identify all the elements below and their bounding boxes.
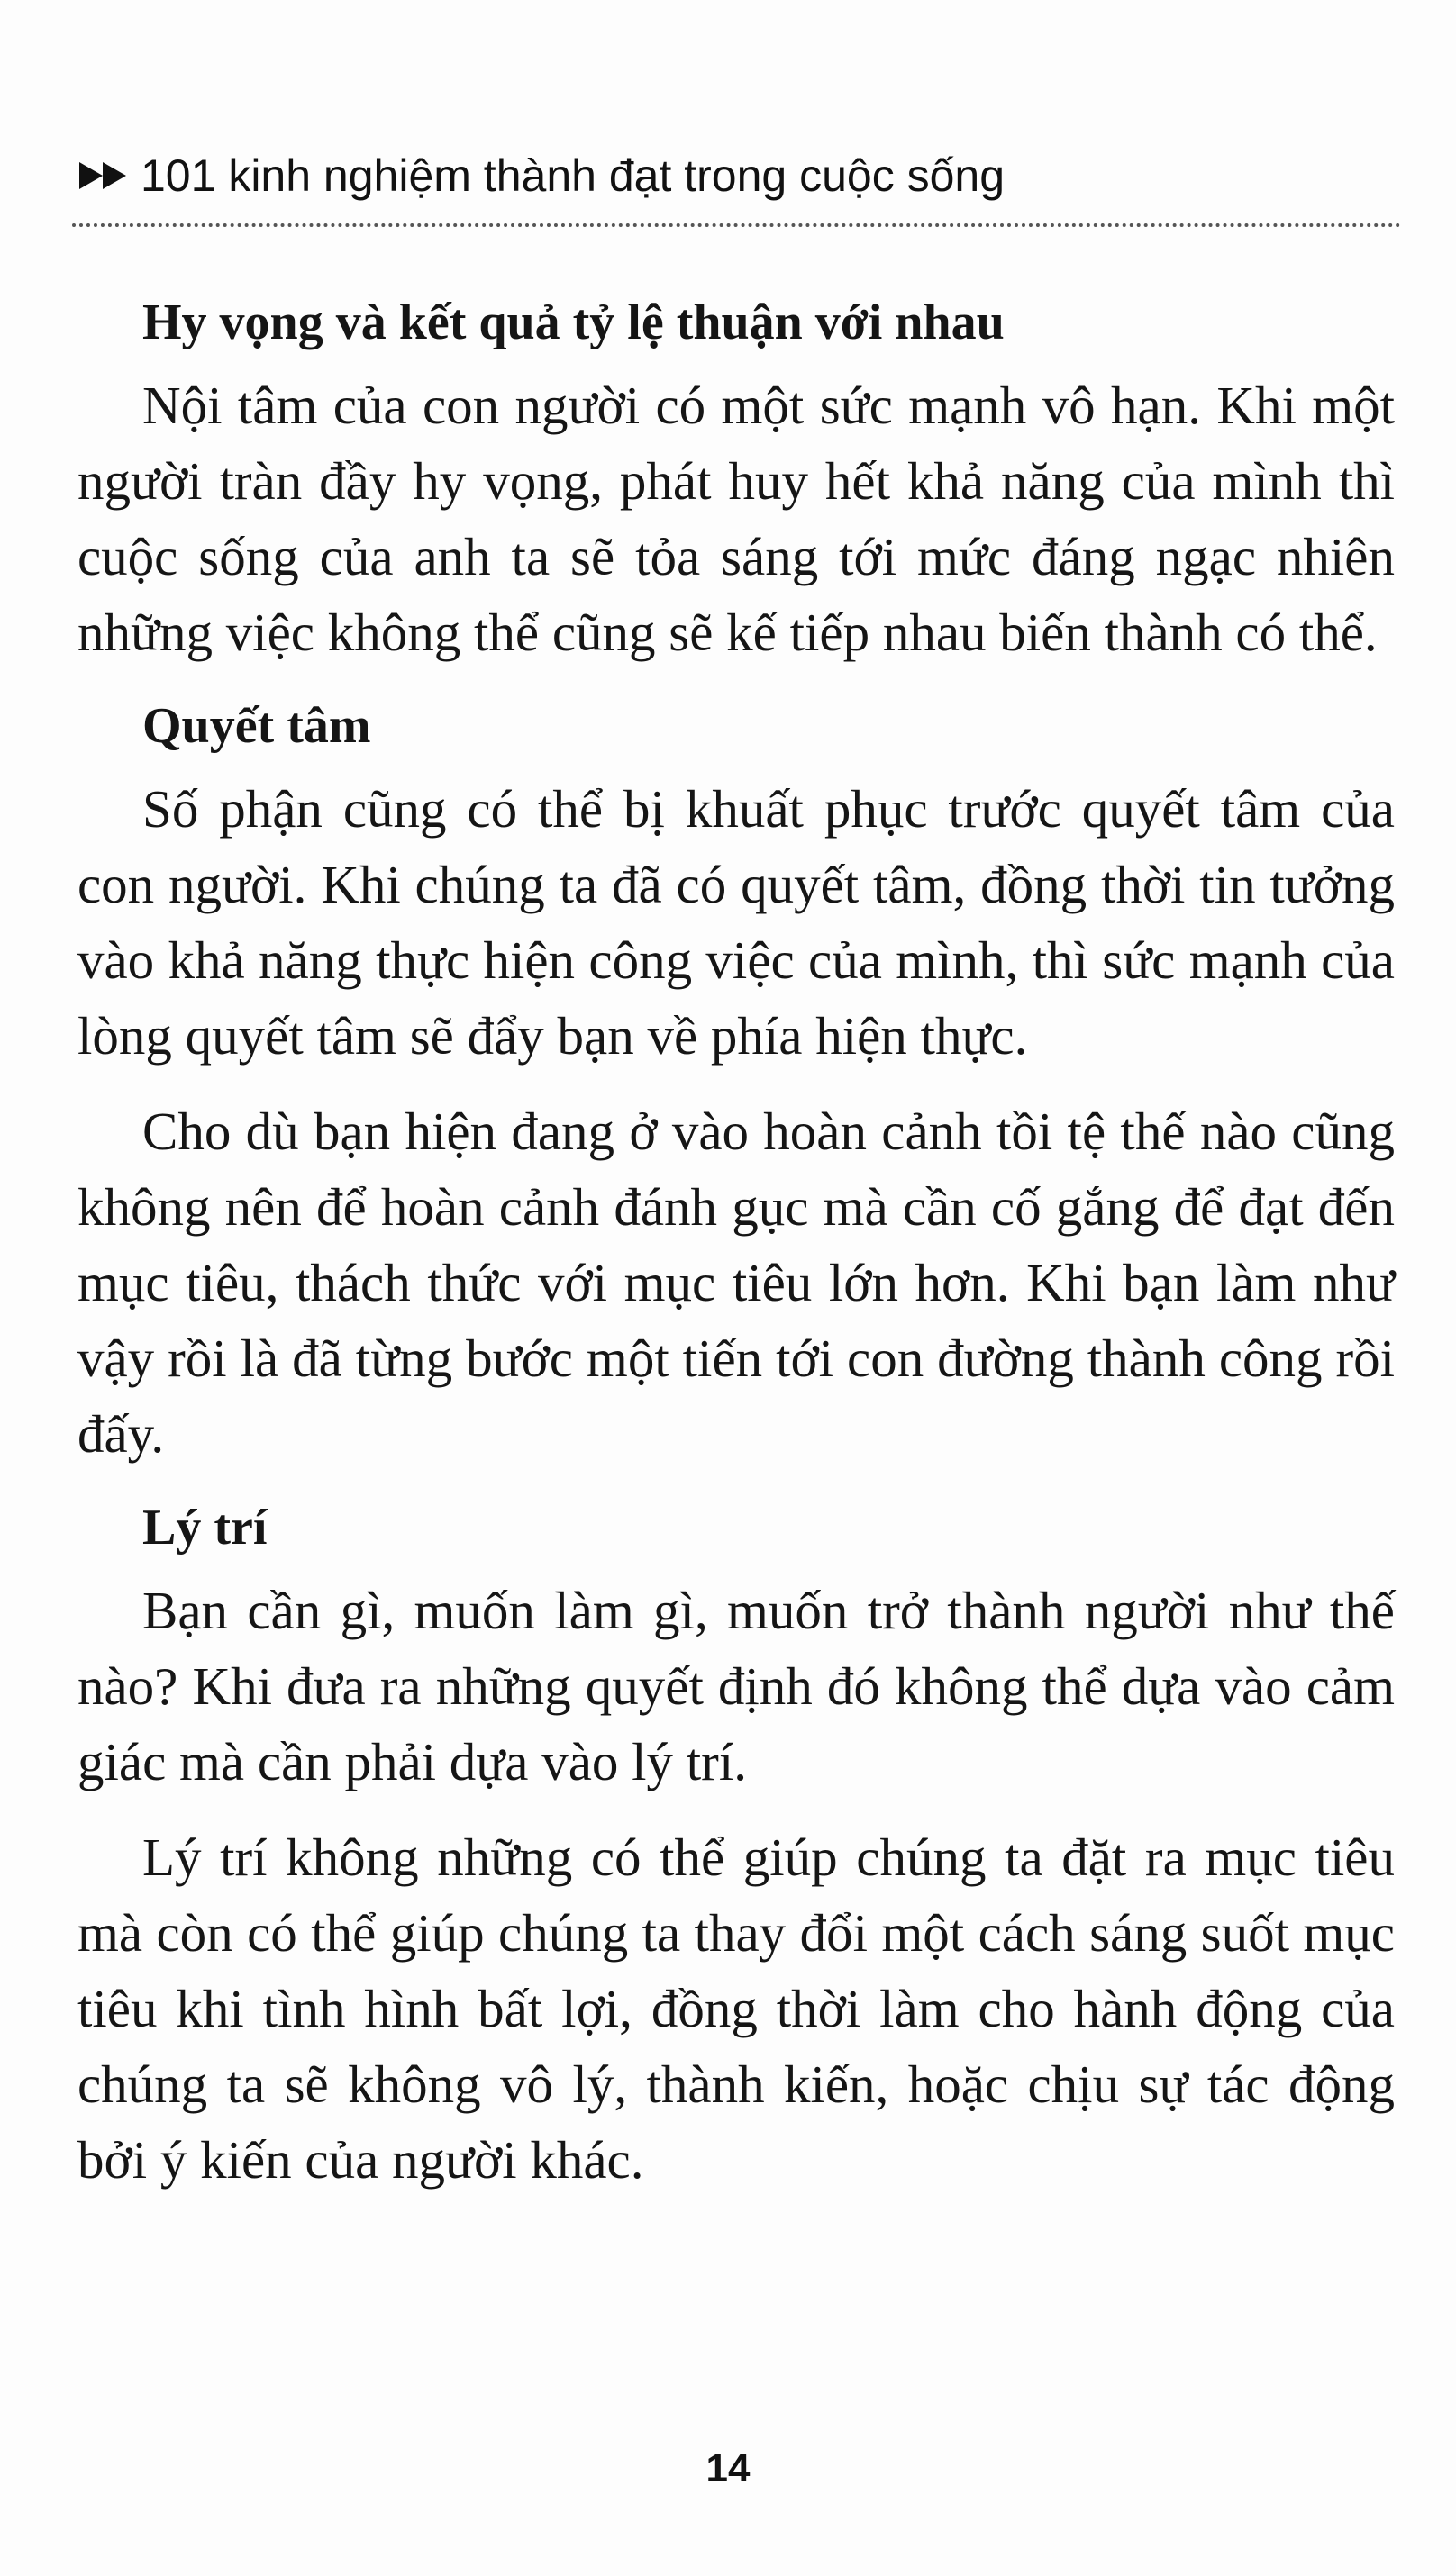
paragraph: Bạn cần gì, muốn làm gì, muốn trở thành người như thế nào? Khi đưa ra những quyết định đó không thể dựa vào cảm giác mà cần phải dựa vào lý trí.: [77, 1581, 1395, 1791]
running-title: 101 kinh nghiệm thành đạt trong cuộc sống: [141, 150, 1006, 201]
paragraph: Số phận cũng có thể bị khuất phục trước quyết tâm của con người. Khi chúng ta đã có quyết tâm, đồng thời tin tưởng vào khả năng thực hiện công việc của mình, thì sức mạnh của lòng quyết tâm sẽ đẩy bạn về phía hiện thực.: [77, 779, 1395, 1066]
running-header: [77, 135, 1005, 216]
header-divider: [72, 223, 1401, 227]
double-arrow-icon: [77, 160, 130, 191]
section-heading-determination: Quyết tâm: [142, 698, 371, 754]
section-heading-reason: Lý trí: [142, 1500, 268, 1556]
page-content: [77, 286, 1395, 2198]
paragraph: Nội tâm của con người có một sức mạnh vô hạn. Khi một người tràn đầy hy vọng, phát huy hết khả năng của mình thì cuộc sống của anh ta sẽ tỏa sáng tới mức đáng ngạc nhiên những việc không thể cũng sẽ kế tiếp nhau biến thành có thể.: [77, 376, 1395, 662]
page-number: 14: [705, 2446, 751, 2490]
section-heading-hope: Hy vọng và kết quả tỷ lệ thuận với nhau: [142, 295, 1005, 350]
paragraph: Lý trí không những có thể giúp chúng ta đặt ra mục tiêu mà còn có thể giúp chúng ta thay đổi một cách sáng suốt mục tiêu khi tình hình bất lợi, đồng thời làm cho hành động của chúng ta sẽ không vô lý, thành kiến, hoặc chịu sự tác động bởi ý kiến của người khác.: [77, 1828, 1395, 2190]
paragraph: Cho dù bạn hiện đang ở vào hoàn cảnh tồi tệ thế nào cũng không nên để hoàn cảnh đánh gục mà cần cố gắng để đạt đến mục tiêu, thách thức với mục tiêu lớn hơn. Khi bạn làm như vậy rồi là đã từng bước một tiến tới con đường thành công rồi đấy.: [77, 1102, 1395, 1464]
